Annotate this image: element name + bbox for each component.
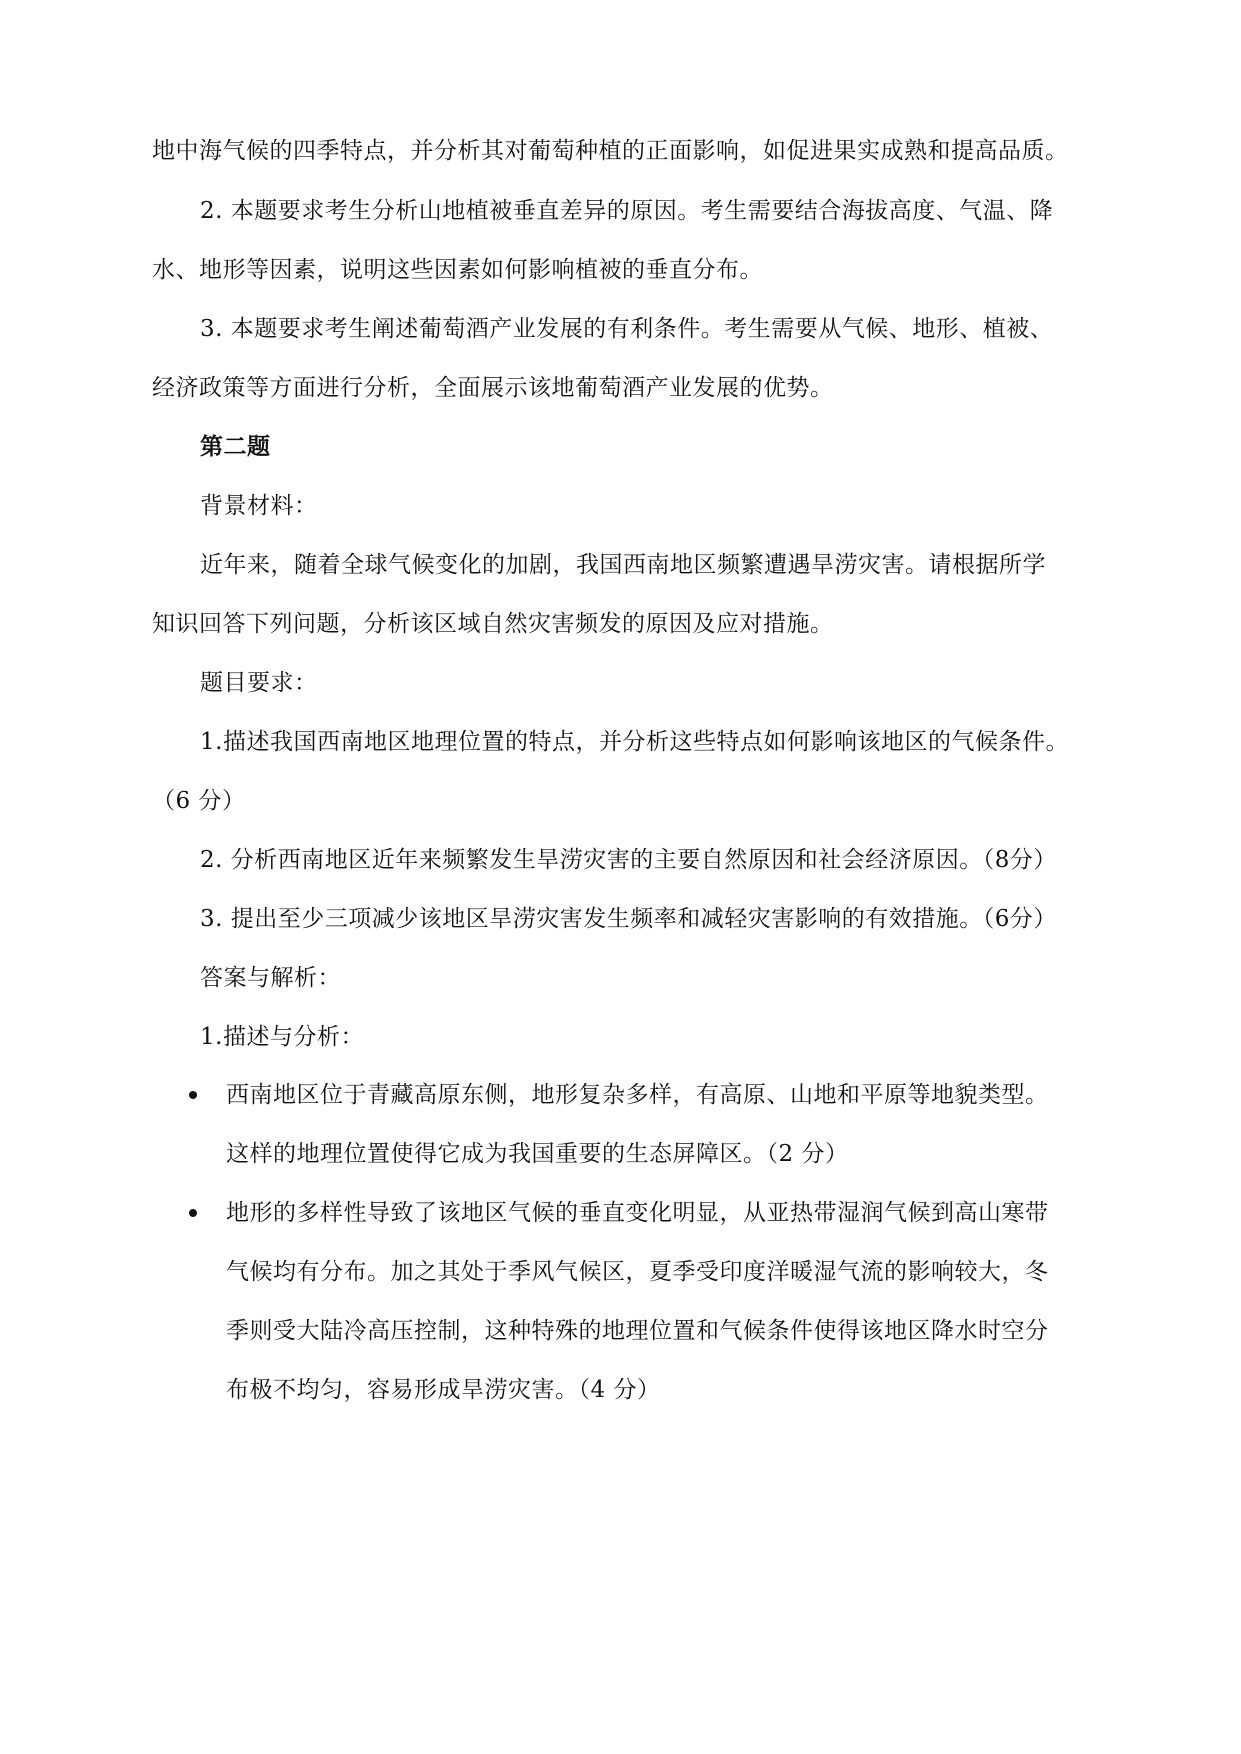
bullet-icon	[189, 1091, 197, 1099]
paragraph-line: 背景材料：	[200, 493, 318, 519]
paragraph-line: 知识回答下列问题，分析该区域自然灾害频发的原因及应对措施。	[152, 611, 834, 637]
paragraph-line: 水、地形等因素，说明这些因素如何影响植被的垂直分布。	[152, 257, 763, 283]
list-item-line: 西南地区位于青藏高原东侧，地形复杂多样，有高原、山地和平原等地貌类型。	[226, 1082, 1049, 1108]
paragraph-line: 题目要求：	[200, 670, 318, 696]
paragraph-line: 2. 本题要求考生分析山地植被垂直差异的原因。考生需要结合海拔高度、气温、降	[200, 198, 1054, 224]
list-item-line: 地形的多样性导致了该地区气候的垂直变化明显，从亚热带湿润气候到高山寒带	[226, 1200, 1049, 1226]
paragraph-line: 1.描述我国西南地区地理位置的特点，并分析这些特点如何影响该地区的气候条件。	[200, 729, 1069, 755]
paragraph-line: 1.描述与分析：	[200, 1024, 364, 1050]
paragraph-line: （6 分）	[152, 788, 246, 814]
paragraph-line: 答案与解析：	[200, 965, 341, 991]
bullet-icon	[189, 1209, 197, 1217]
paragraph-line: 3. 本题要求考生阐述葡萄酒产业发展的有利条件。考生需要从气候、地形、植被、	[200, 316, 1054, 342]
paragraph-line: 近年来，随着全球气候变化的加剧，我国西南地区频繁遭遇旱涝灾害。请根据所学	[200, 552, 1046, 578]
paragraph-line: 2. 分析西南地区近年来频繁发生旱涝灾害的主要自然原因和社会经济原因。（8分）	[200, 847, 1057, 873]
paragraph-line: 经济政策等方面进行分析，全面展示该地葡萄酒产业发展的优势。	[152, 375, 834, 401]
list-item-line: 布极不均匀，容易形成旱涝灾害。（4 分）	[226, 1377, 661, 1403]
paragraph-line: 地中海气候的四季特点，并分析其对葡萄种植的正面影响，如促进果实成熟和提高品质。	[152, 138, 1069, 164]
list-item-line: 这样的地理位置使得它成为我国重要的生态屏障区。（2 分）	[226, 1141, 849, 1167]
list-item-line: 季则受大陆冷高压控制，这种特殊的地理位置和气候条件使得该地区降水时空分	[226, 1318, 1049, 1344]
section-heading: 第二题	[200, 433, 271, 460]
paragraph-line: 3. 提出至少三项减少该地区旱涝灾害发生频率和减轻灾害影响的有效措施。（6分）	[200, 906, 1057, 932]
list-item-line: 气候均有分布。加之其处于季风气候区，夏季受印度洋暖湿气流的影响较大，冬	[226, 1259, 1049, 1285]
